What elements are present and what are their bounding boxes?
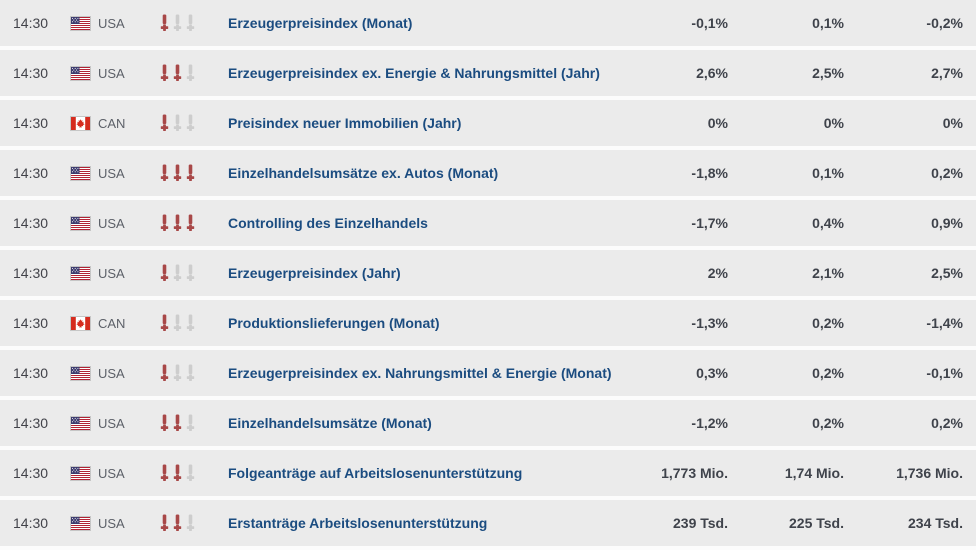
event-time: 14:30 — [13, 365, 49, 381]
bull-importance-icon — [160, 114, 169, 132]
bull-importance-icon — [186, 314, 195, 332]
country-cell — [70, 116, 160, 131]
importance-indicator — [160, 64, 228, 82]
event-time: 14:30 — [13, 165, 49, 181]
event-time: 14:30 — [13, 515, 49, 531]
country-code: USA — [98, 515, 125, 531]
bull-importance-icon — [186, 364, 195, 382]
previous-value: 0% — [942, 115, 963, 131]
calendar-event-row[interactable] — [0, 250, 976, 296]
event-time: 14:30 — [13, 15, 49, 31]
bull-importance-icon — [173, 414, 182, 432]
calendar-event-row[interactable] — [0, 100, 976, 146]
importance-indicator — [160, 414, 228, 432]
actual-value: -1,8% — [691, 165, 728, 181]
forecast-value: 2,5% — [812, 65, 844, 81]
usa-flag-icon — [70, 216, 91, 231]
bull-importance-icon — [173, 264, 182, 282]
previous-value: 0,2% — [931, 415, 963, 431]
calendar-event-row[interactable] — [0, 350, 976, 396]
importance-indicator — [160, 164, 228, 182]
usa-flag-icon — [70, 166, 91, 181]
event-link[interactable]: Controlling des Einzelhandels — [228, 215, 428, 231]
event-link[interactable]: Folgeanträge auf Arbeitslosenunterstützung — [228, 465, 523, 481]
country-cell — [70, 66, 160, 81]
forecast-value: 0,1% — [812, 165, 844, 181]
bull-importance-icon — [173, 164, 182, 182]
bull-importance-icon — [173, 514, 182, 532]
country-code: USA — [98, 415, 125, 431]
event-name-cell — [228, 215, 620, 231]
event-link[interactable]: Erzeugerpreisindex (Jahr) — [228, 265, 401, 281]
event-link[interactable]: Produktionslieferungen (Monat) — [228, 315, 440, 331]
country-code: USA — [98, 465, 125, 481]
event-time: 14:30 — [13, 115, 49, 131]
country-code: USA — [98, 215, 125, 231]
previous-value: 0,2% — [931, 165, 963, 181]
bull-importance-icon — [186, 264, 195, 282]
previous-value: -0,2% — [926, 15, 963, 31]
country-code: CAN — [98, 315, 126, 331]
bull-importance-icon — [186, 514, 195, 532]
calendar-event-row[interactable] — [0, 0, 976, 46]
actual-value: 0% — [707, 115, 728, 131]
usa-flag-icon — [70, 366, 91, 381]
country-cell — [70, 216, 160, 231]
forecast-value: 0,4% — [812, 215, 844, 231]
previous-value: 0,9% — [931, 215, 963, 231]
event-name-cell — [228, 465, 620, 481]
importance-indicator — [160, 364, 228, 382]
actual-value: 1,773 Mio. — [661, 465, 728, 481]
event-name-cell — [228, 515, 620, 531]
previous-value: 2,7% — [931, 65, 963, 81]
bull-importance-icon — [173, 214, 182, 232]
country-code: USA — [98, 165, 125, 181]
event-time: 14:30 — [13, 465, 49, 481]
event-name-cell — [228, 365, 620, 381]
usa-flag-icon — [70, 516, 91, 531]
canada-flag-icon — [70, 116, 91, 131]
bull-importance-icon — [160, 164, 169, 182]
bull-importance-icon — [186, 114, 195, 132]
bull-importance-icon — [173, 364, 182, 382]
actual-value: -1,2% — [691, 415, 728, 431]
event-name-cell — [228, 165, 620, 181]
event-link[interactable]: Einzelhandelsumsätze (Monat) — [228, 415, 432, 431]
event-time: 14:30 — [13, 415, 49, 431]
bull-importance-icon — [173, 464, 182, 482]
forecast-value: 2,1% — [812, 265, 844, 281]
country-cell — [70, 316, 160, 331]
actual-value: 239 Tsd. — [673, 515, 728, 531]
event-name-cell — [228, 115, 620, 131]
calendar-event-row[interactable] — [0, 150, 976, 196]
bull-importance-icon — [173, 14, 182, 32]
bull-importance-icon — [173, 114, 182, 132]
actual-value: 2% — [707, 265, 728, 281]
bull-importance-icon — [160, 414, 169, 432]
event-time: 14:30 — [13, 265, 49, 281]
bull-importance-icon — [160, 264, 169, 282]
usa-flag-icon — [70, 16, 91, 31]
bull-importance-icon — [160, 314, 169, 332]
country-cell — [70, 416, 160, 431]
bull-importance-icon — [160, 214, 169, 232]
country-cell — [70, 466, 160, 481]
actual-value: -0,1% — [691, 15, 728, 31]
event-name-cell — [228, 65, 620, 81]
canada-flag-icon — [70, 316, 91, 331]
importance-indicator — [160, 214, 228, 232]
forecast-value: 1,74 Mio. — [784, 465, 844, 481]
bull-importance-icon — [160, 464, 169, 482]
previous-value: 234 Tsd. — [908, 515, 963, 531]
calendar-event-row[interactable] — [0, 200, 976, 246]
event-link[interactable]: Erstanträge Arbeitslosenunterstützung — [228, 515, 488, 531]
country-cell — [70, 266, 160, 281]
actual-value: 2,6% — [696, 65, 728, 81]
usa-flag-icon — [70, 466, 91, 481]
actual-value: -1,3% — [691, 315, 728, 331]
bull-importance-icon — [160, 64, 169, 82]
calendar-event-row[interactable] — [0, 300, 976, 346]
usa-flag-icon — [70, 66, 91, 81]
importance-indicator — [160, 114, 228, 132]
forecast-value: 0% — [823, 115, 844, 131]
calendar-event-row[interactable] — [0, 450, 976, 496]
country-code: USA — [98, 15, 125, 31]
bull-importance-icon — [186, 64, 195, 82]
importance-indicator — [160, 464, 228, 482]
event-link[interactable]: Preisindex neuer Immobilien (Jahr) — [228, 115, 462, 131]
bull-importance-icon — [186, 164, 195, 182]
country-code: USA — [98, 365, 125, 381]
event-link[interactable]: Erzeugerpreisindex ex. Nahrungsmittel & Energie (Monat) — [228, 365, 612, 381]
event-name-cell — [228, 15, 620, 31]
bull-importance-icon — [173, 64, 182, 82]
usa-flag-icon — [70, 416, 91, 431]
event-name-cell — [228, 415, 620, 431]
actual-value: -1,7% — [691, 215, 728, 231]
event-name-cell — [228, 315, 620, 331]
country-cell — [70, 366, 160, 381]
forecast-value: 225 Tsd. — [789, 515, 844, 531]
importance-indicator — [160, 514, 228, 532]
previous-value: 1,736 Mio. — [896, 465, 963, 481]
previous-value: 2,5% — [931, 265, 963, 281]
event-time: 14:30 — [13, 315, 49, 331]
importance-indicator — [160, 14, 228, 32]
previous-value: -1,4% — [926, 315, 963, 331]
event-time: 14:30 — [13, 65, 49, 81]
importance-indicator — [160, 264, 228, 282]
event-link[interactable]: Einzelhandelsumsätze ex. Autos (Monat) — [228, 165, 499, 181]
country-code: USA — [98, 65, 125, 81]
bull-importance-icon — [160, 14, 169, 32]
bull-importance-icon — [186, 214, 195, 232]
forecast-value: 0,2% — [812, 365, 844, 381]
country-code: CAN — [98, 115, 126, 131]
bull-importance-icon — [173, 314, 182, 332]
forecast-value: 0,1% — [812, 15, 844, 31]
calendar-event-row[interactable] — [0, 50, 976, 96]
country-cell — [70, 166, 160, 181]
country-cell — [70, 516, 160, 531]
calendar-event-row[interactable] — [0, 400, 976, 446]
country-cell — [70, 16, 160, 31]
importance-indicator — [160, 314, 228, 332]
event-link[interactable]: Erzeugerpreisindex ex. Energie & Nahrungsmittel (Jahr) — [228, 65, 600, 81]
actual-value: 0,3% — [696, 365, 728, 381]
forecast-value: 0,2% — [812, 415, 844, 431]
forecast-value: 0,2% — [812, 315, 844, 331]
bull-importance-icon — [160, 514, 169, 532]
bull-importance-icon — [186, 414, 195, 432]
event-link[interactable]: Erzeugerpreisindex (Monat) — [228, 15, 413, 31]
calendar-event-row[interactable] — [0, 500, 976, 546]
event-name-cell — [228, 265, 620, 281]
event-time: 14:30 — [13, 215, 49, 231]
bull-importance-icon — [160, 364, 169, 382]
bull-importance-icon — [186, 14, 195, 32]
usa-flag-icon — [70, 266, 91, 281]
country-code: USA — [98, 265, 125, 281]
bull-importance-icon — [186, 464, 195, 482]
previous-value: -0,1% — [926, 365, 963, 381]
